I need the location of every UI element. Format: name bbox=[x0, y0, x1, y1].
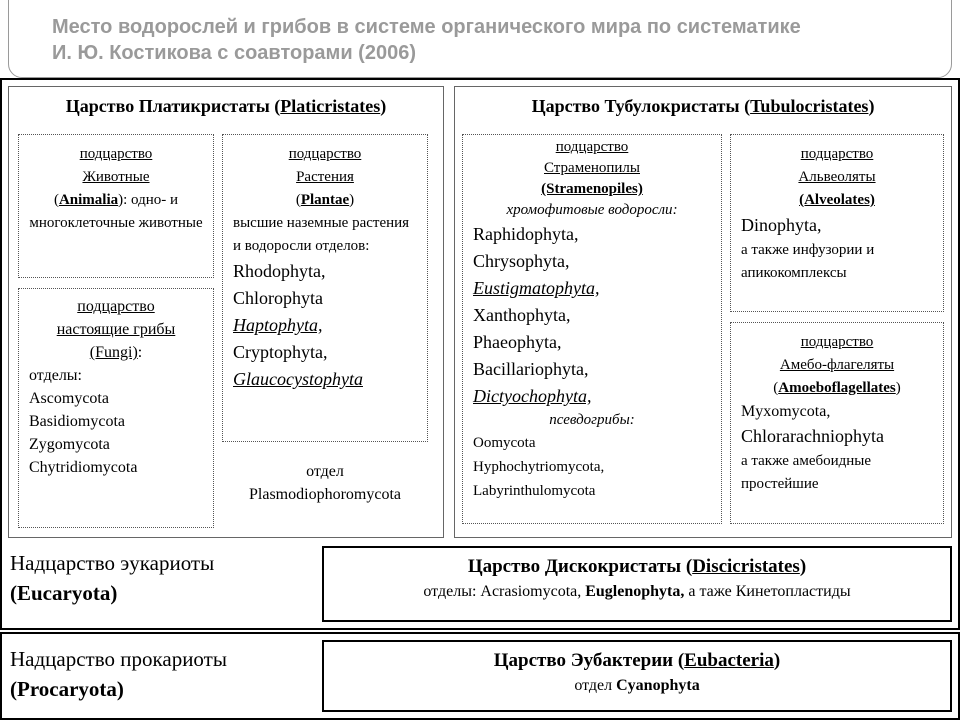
plasmodiophoromycota: отдел Plasmodiophoromycota bbox=[249, 463, 401, 503]
title-line-2: И. Ю. Костикова с соавторами (2006) bbox=[52, 42, 416, 64]
fungi-box: подцарство настоящие грибы (Fungi): отделы: Ascomycota Basidiomycota Zygomycota Chytridiomycota bbox=[18, 288, 214, 528]
stramenopiles-box: подцарство Страменопилы (Stramenopiles) хромофитовые водоросли: Raphidophyta, Chrysophyta, Eustigmatophyta, Xanthophyta, Phaeophyta, Bacillariophyta, Dictyochophyta, псевдогрибы: Oomycota Hyphochytriomycota, Labyrinthulomycota bbox=[462, 134, 722, 524]
discicristates-box: Царство Дискокристаты (Discicristates) отделы: Acrasiomycota, Euglenophyta, а таже Кинетопластиды bbox=[322, 546, 952, 622]
tubulocristates-title: Царство Тубулокристаты (Tubulocristates) bbox=[531, 96, 875, 116]
title-line-1: Место водорослей и грибов в системе органического мира по систематике bbox=[52, 16, 801, 38]
platicristates-title: Царство Платикристаты (Platicristates) bbox=[65, 96, 387, 116]
alveolates-box: подцарство Альвеоляты (Alveolates) Dinophyta, а также инфузории и апикокомплексы bbox=[730, 134, 944, 312]
plantae-box: подцарство Растения (Plantae) высшие наземные растения и водоросли отделов: Rhodophyta, Chlorophyta Haptophyta, Cryptophyta, Glaucocystophyta bbox=[222, 134, 428, 442]
amoeboflagellates-box: подцарство Амебо-флагеляты (Amoeboflagellates) Myxomycota, Chlorarachniophyta а также амебоидные простейшие bbox=[730, 322, 944, 524]
eucaryota-label: Надцарство эукариоты (Eucaryota) bbox=[10, 551, 215, 605]
eubacteria-box: Царство Эубактерии (Eubacteria) отдел Cyanophyta bbox=[322, 640, 952, 712]
procaryota-label: Надцарство прокариоты (Procaryota) bbox=[10, 647, 227, 701]
animalia-box: подцарство Животные (Animalia): одно- и многоклеточные животные bbox=[18, 134, 214, 278]
slide-title bbox=[52, 14, 932, 66]
